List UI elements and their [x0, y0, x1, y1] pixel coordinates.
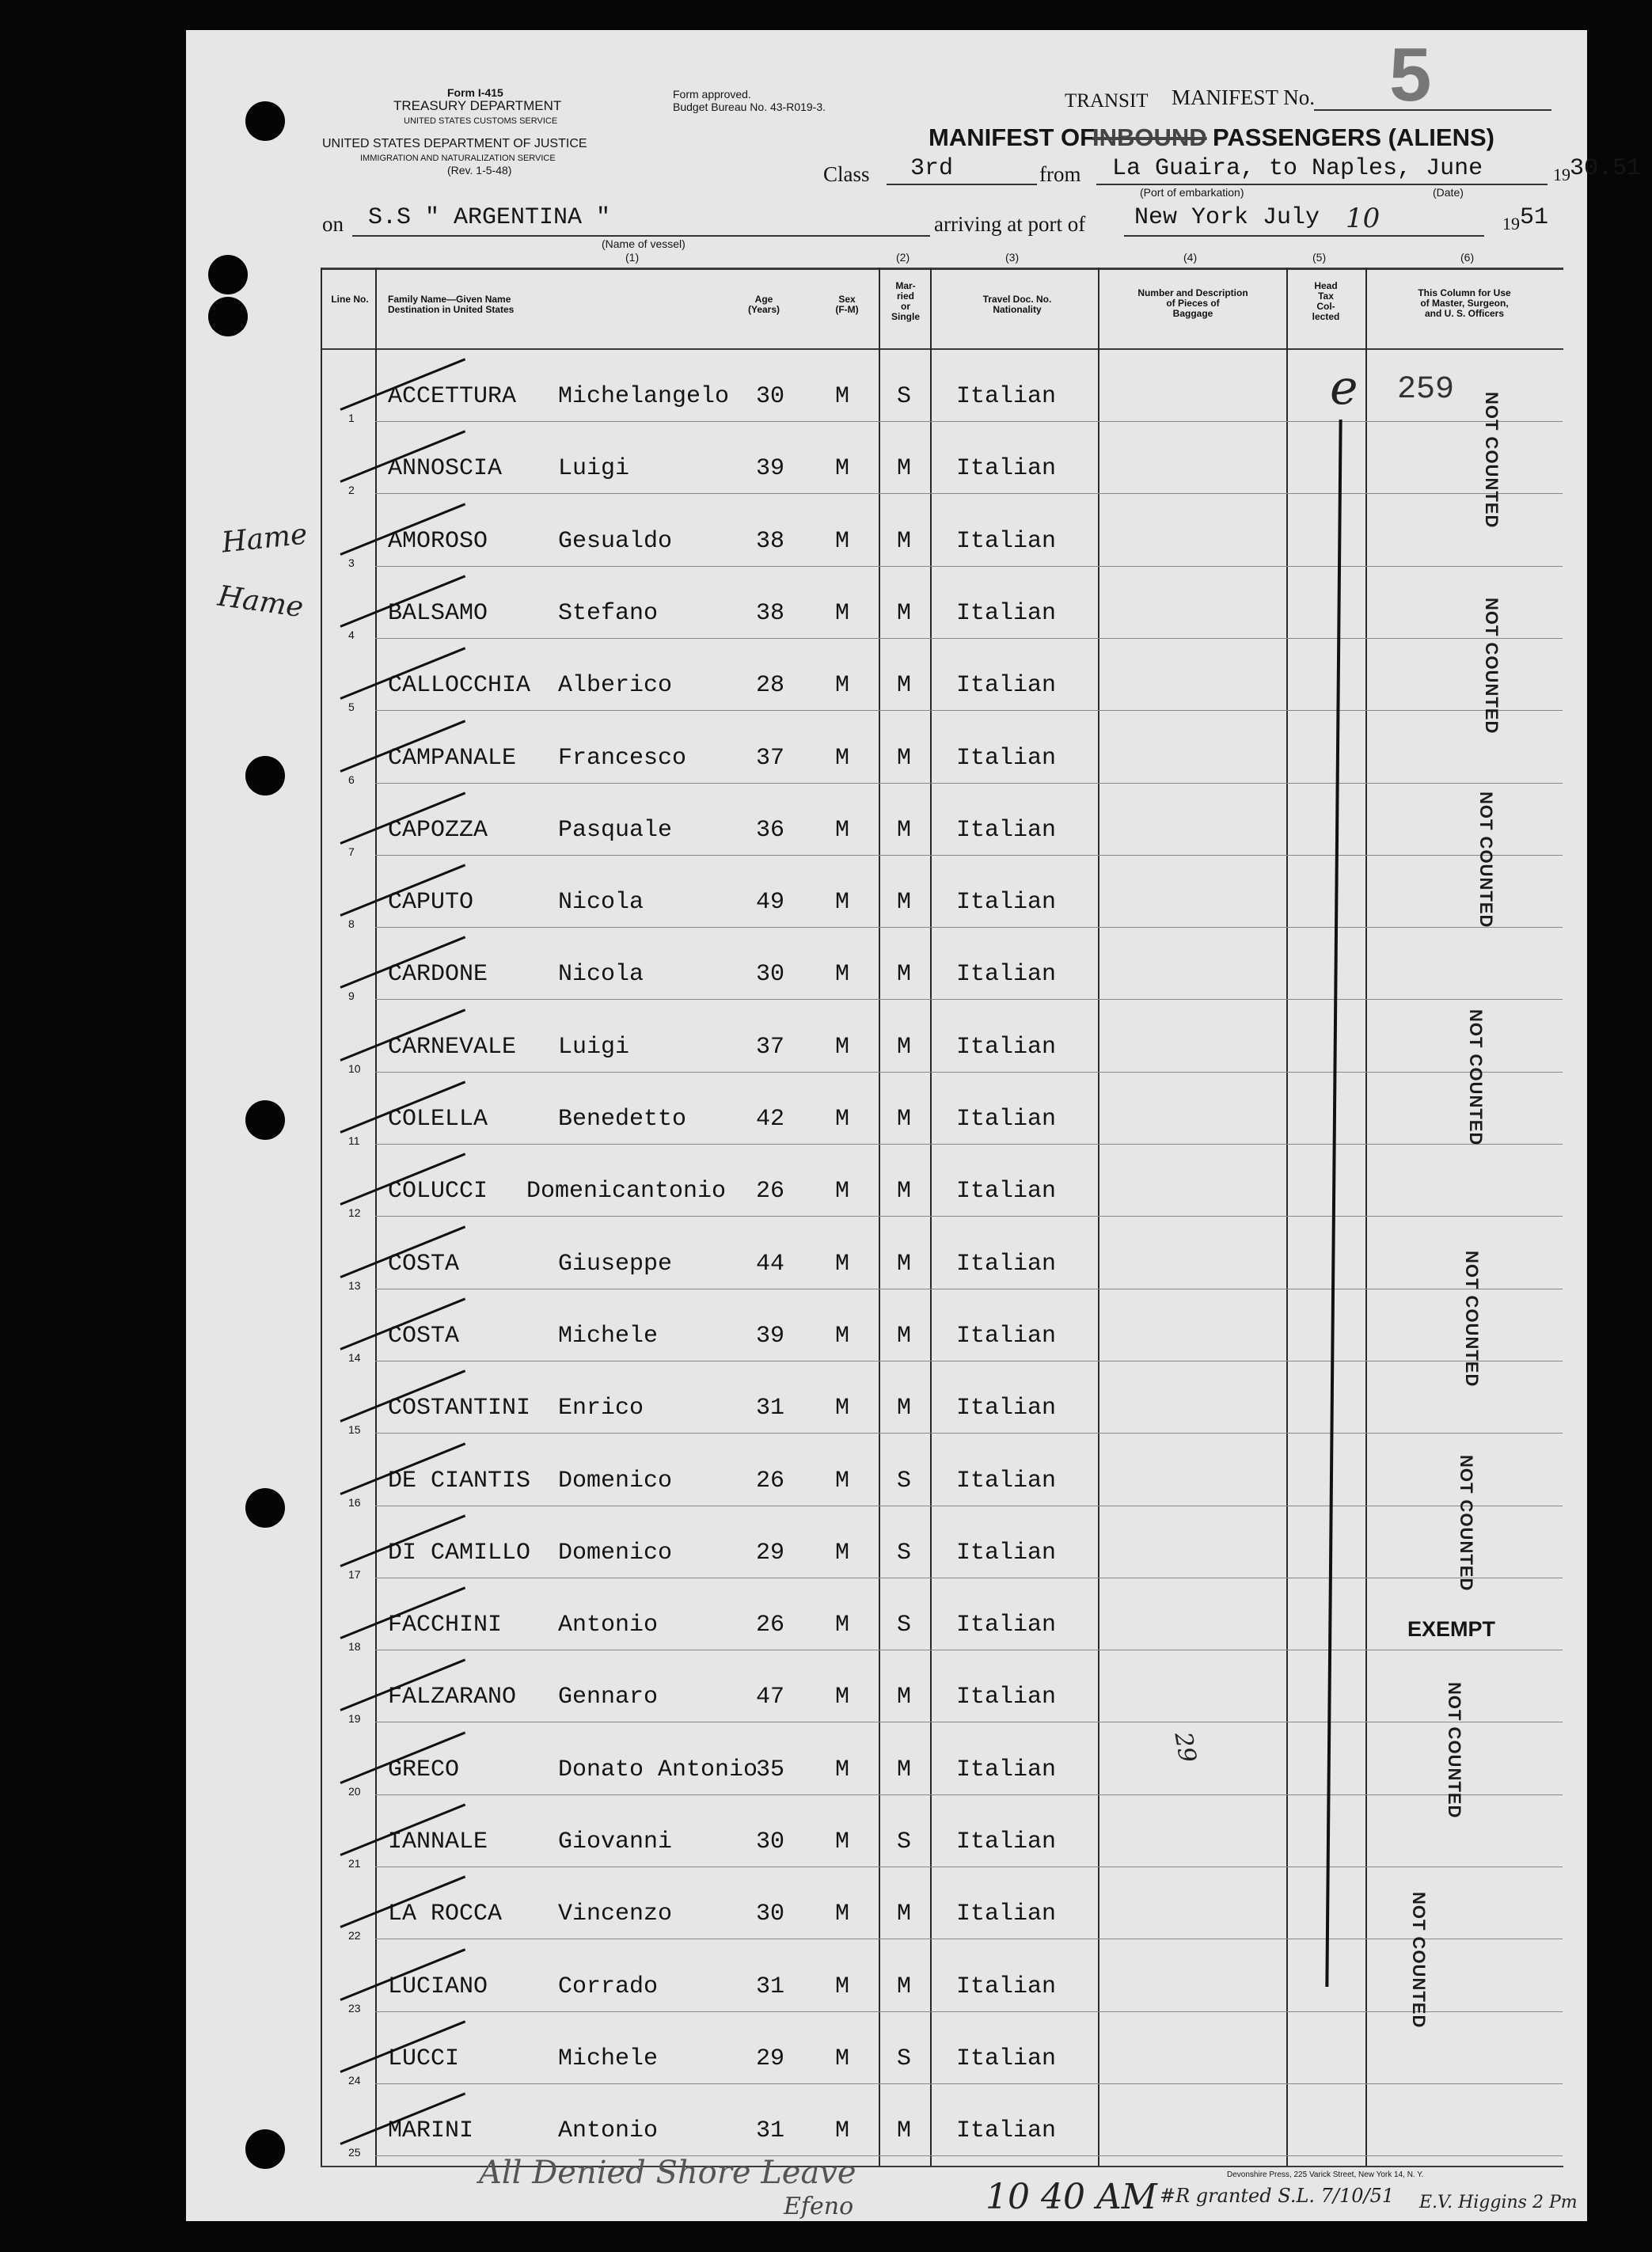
stamp-not-counted-6: NOT COUNTED: [1456, 1455, 1476, 1592]
row-divider: [375, 783, 1563, 784]
treasury-dept: TREASURY DEPARTMENT: [393, 98, 562, 113]
row-family-name: BALSAMO: [388, 600, 488, 627]
row-age: 31: [756, 1973, 785, 2000]
row-given-name: Donato Antonio: [558, 1756, 758, 1783]
row-line-number: 14: [348, 1351, 361, 1364]
head-tax-mark: e: [1330, 360, 1358, 416]
stamp-not-counted-1: NOT COUNTED: [1482, 392, 1502, 529]
row-sex: M: [835, 672, 850, 699]
row-line-number: 9: [348, 989, 355, 1002]
row-nationality: Italian: [956, 528, 1057, 555]
row-given-name: Antonio: [558, 1612, 659, 1639]
row-sex: M: [835, 1034, 850, 1061]
row-marital-status: M: [897, 817, 912, 844]
row-divider: [375, 855, 1563, 856]
vessel-value: S.S " ARGENTINA ": [368, 204, 611, 231]
colnum-travel: (3): [1005, 251, 1020, 264]
row-family-name: ACCETTURA: [388, 383, 517, 410]
row-age: 31: [756, 2117, 785, 2144]
row-line-number: 6: [348, 773, 355, 786]
printer-imprint: Devonshire Press, 225 Varick Street, New York 14, N. Y.: [1227, 2170, 1424, 2179]
row-marital-status: S: [897, 1612, 912, 1639]
margin-note-1: Hame: [220, 518, 310, 560]
row-family-name: CARDONE: [388, 961, 488, 988]
row-age: 29: [756, 2045, 785, 2072]
row-family-name: COSTA: [388, 1323, 460, 1350]
row-nationality: Italian: [956, 1756, 1057, 1783]
row-age: 26: [756, 1468, 785, 1494]
row-divider: [375, 2083, 1563, 2084]
row-family-name: COSTANTINI: [388, 1395, 531, 1422]
bottom-ref: #R granted S.L. 7/10/51: [1160, 2185, 1395, 2207]
row-sex: M: [835, 961, 850, 988]
row-given-name: Giuseppe: [558, 1251, 673, 1278]
bottom-initials: Efeno: [784, 2193, 854, 2220]
row-given-name: Domenicantonio: [526, 1178, 727, 1205]
year-prefix: 19: [1553, 165, 1570, 184]
row-nationality: Italian: [956, 1468, 1057, 1494]
margin-note-2: Hame: [215, 579, 306, 625]
year2-prefix: 19: [1502, 214, 1520, 234]
port-caption: (Port of embarkation): [1140, 186, 1244, 199]
customs-service: UNITED STATES CUSTOMS SERVICE: [404, 116, 558, 126]
colnum-officers: (6): [1460, 251, 1475, 264]
row-line-number: 17: [348, 1568, 361, 1581]
header-sex: Sex (F-M): [835, 294, 859, 315]
row-given-name: Stefano: [558, 600, 659, 627]
row-family-name: IANNALE: [388, 1829, 488, 1855]
row-nationality: Italian: [956, 1251, 1057, 1278]
row-line-number: 21: [348, 1857, 361, 1870]
row-nationality: Italian: [956, 672, 1057, 699]
table-top-border: [321, 268, 1563, 270]
class-value: 3rd: [910, 155, 954, 182]
header-line-no: Line No.: [331, 294, 369, 305]
row-divider: [375, 927, 1563, 928]
arriving-line: [1124, 235, 1484, 237]
manifest-no-line: [1314, 109, 1551, 111]
header-baggage: Number and Description of Pieces of Baggage: [1137, 287, 1248, 319]
row-line-number: 23: [348, 2002, 361, 2015]
row-sex: M: [835, 1468, 850, 1494]
row-given-name: Michelangelo: [558, 383, 730, 410]
year2-value: 51: [1520, 204, 1549, 231]
row-line-number: 18: [348, 1640, 361, 1653]
row-line-number: 20: [348, 1785, 361, 1798]
row-sex: M: [835, 1251, 850, 1278]
row-line-number: 11: [348, 1134, 360, 1147]
manifest-no-label: MANIFEST No.: [1172, 85, 1316, 109]
row-given-name: Luigi: [558, 455, 630, 482]
row-given-name: Michele: [558, 2045, 659, 2072]
class-line: [887, 184, 1037, 185]
row-nationality: Italian: [956, 1106, 1057, 1133]
row-given-name: Benedetto: [558, 1106, 687, 1133]
row-family-name: AMOROSO: [388, 528, 488, 555]
budget-bureau: Budget Bureau No. 43-R019-3.: [673, 101, 826, 113]
row-family-name: ANNOSCIA: [388, 455, 503, 482]
bottom-note: All Denied Shore Leave: [479, 2155, 856, 2191]
row-sex: M: [835, 1395, 850, 1422]
row-sex: M: [835, 600, 850, 627]
row-marital-status: S: [897, 1540, 912, 1567]
row-sex: M: [835, 1106, 850, 1133]
row-nationality: Italian: [956, 600, 1057, 627]
header-headtax: Head Tax Col- lected: [1312, 280, 1340, 322]
row-line-number: 5: [348, 701, 355, 713]
row-marital-status: M: [897, 1684, 912, 1711]
row-age: 28: [756, 672, 785, 699]
header-name: Family Name—Given Name Destination in United States: [388, 294, 515, 315]
row-given-name: Domenico: [558, 1540, 673, 1567]
row-age: 38: [756, 528, 785, 555]
row-age: 47: [756, 1684, 785, 1711]
row-nationality: Italian: [956, 817, 1057, 844]
row-nationality: Italian: [956, 383, 1057, 410]
row-nationality: Italian: [956, 1178, 1057, 1205]
row-marital-status: M: [897, 672, 912, 699]
row-marital-status: M: [897, 1973, 912, 2000]
row-line-number: 4: [348, 629, 355, 641]
date-value: 30.51: [1570, 155, 1642, 182]
row-marital-status: M: [897, 1106, 912, 1133]
row-line-number: 15: [348, 1423, 361, 1436]
row-given-name: Giovanni: [558, 1829, 673, 1855]
binder-hole-3: [208, 297, 248, 336]
row-nationality: Italian: [956, 1034, 1057, 1061]
row-nationality: Italian: [956, 455, 1057, 482]
row-family-name: FALZARANO: [388, 1684, 517, 1711]
bottom-time: 10 40 AM: [986, 2177, 1157, 2217]
row-line-number: 2: [348, 484, 355, 496]
row-marital-status: M: [897, 1178, 912, 1205]
row-sex: M: [835, 1684, 850, 1711]
row-family-name: DI CAMILLO: [388, 1540, 531, 1567]
row-sex: M: [835, 383, 850, 410]
row-given-name: Alberico: [558, 672, 673, 699]
row-line-number: 16: [348, 1496, 361, 1509]
row-age: 44: [756, 1251, 785, 1278]
header-married: Mar- ried or Single: [891, 280, 920, 322]
row-line-number: 10: [348, 1062, 361, 1075]
row-sex: M: [835, 1323, 850, 1350]
row-nationality: Italian: [956, 1612, 1057, 1639]
row-divider: [375, 566, 1563, 567]
row-family-name: CARNEVALE: [388, 1034, 517, 1061]
row-sex: M: [835, 889, 850, 916]
row-marital-status: S: [897, 1468, 912, 1494]
row-nationality: Italian: [956, 2117, 1057, 2144]
row-given-name: Pasquale: [558, 817, 673, 844]
binder-hole-1: [245, 101, 285, 141]
row-line-number: 13: [348, 1279, 361, 1292]
row-family-name: CAPUTO: [388, 889, 474, 916]
row-given-name: Francesco: [558, 745, 687, 772]
row-family-name: COLUCCI: [388, 1178, 488, 1205]
justice-dept: UNITED STATES DEPARTMENT OF JUSTICE: [322, 137, 587, 150]
row-marital-status: M: [897, 961, 912, 988]
row-nationality: Italian: [956, 1323, 1057, 1350]
row-divider: [375, 2011, 1563, 2012]
arriving-label: arriving at port of: [934, 212, 1086, 236]
row-marital-status: M: [897, 600, 912, 627]
row-age: 39: [756, 1323, 785, 1350]
vessel-caption: (Name of vessel): [602, 237, 685, 250]
row-family-name: DE CIANTIS: [388, 1468, 531, 1494]
header-age: Age (Years): [747, 294, 780, 315]
row-family-name: CAPOZZA: [388, 817, 488, 844]
header-officers: This Column for Use of Master, Surgeon, and U. S. Officers: [1418, 287, 1511, 319]
manifest-title-right: PASSENGERS (ALIENS): [1213, 123, 1494, 151]
table-header-bottom: [321, 348, 1563, 350]
row-marital-status: M: [897, 745, 912, 772]
row-family-name: COSTA: [388, 1251, 460, 1278]
row-age: 37: [756, 1034, 785, 1061]
row-marital-status: M: [897, 528, 912, 555]
row-marital-status: M: [897, 1901, 912, 1927]
row-nationality: Italian: [956, 745, 1057, 772]
row-age: 38: [756, 600, 785, 627]
stamp-exempt: EXEMPT: [1407, 1617, 1496, 1641]
row-marital-status: S: [897, 2045, 912, 2072]
divider-sex: [879, 268, 880, 2167]
row-family-name: GRECO: [388, 1756, 460, 1783]
arriving-day: 10: [1346, 203, 1380, 234]
row-age: 26: [756, 1612, 785, 1639]
row-sex: M: [835, 817, 850, 844]
colnum-headtax: (5): [1312, 251, 1327, 264]
row-age: 42: [756, 1106, 785, 1133]
row-sex: M: [835, 528, 850, 555]
stamp-not-counted-2: NOT COUNTED: [1482, 598, 1502, 735]
row-age: 35: [756, 1756, 785, 1783]
date-caption: (Date): [1433, 186, 1464, 199]
row-divider: [375, 1144, 1563, 1145]
row-given-name: Gesualdo: [558, 528, 673, 555]
row-line-number: 19: [348, 1712, 361, 1725]
row-given-name: Michele: [558, 1323, 659, 1350]
row-family-name: MARINI: [388, 2117, 474, 2144]
row-sex: M: [835, 1540, 850, 1567]
binder-hole-4: [245, 756, 285, 796]
row-age: 49: [756, 889, 785, 916]
colnum-baggage: (4): [1183, 251, 1198, 264]
row-nationality: Italian: [956, 1973, 1057, 2000]
row-divider: [375, 999, 1563, 1000]
row-nationality: Italian: [956, 1901, 1057, 1927]
row-marital-status: M: [897, 2117, 912, 2144]
on-label: on: [322, 212, 344, 236]
divider-headtax: [1365, 268, 1367, 2167]
form-revision: (Rev. 1-5-48): [447, 164, 512, 177]
row-nationality: Italian: [956, 1684, 1057, 1711]
row-given-name: Corrado: [558, 1973, 659, 2000]
row-family-name: CALLOCCHIA: [388, 672, 531, 699]
row-age: 30: [756, 1901, 785, 1927]
table-left-border: [321, 268, 322, 2167]
officer-number: 259: [1397, 372, 1455, 408]
row-age: 31: [756, 1395, 785, 1422]
binder-hole-5: [245, 1100, 285, 1140]
row-age: 37: [756, 745, 785, 772]
page-number: 5: [1389, 32, 1432, 117]
stamp-not-counted-3: NOT COUNTED: [1476, 792, 1496, 929]
row-divider: [375, 1794, 1563, 1795]
row-given-name: Domenico: [558, 1468, 673, 1494]
colnum-married: (2): [896, 251, 910, 264]
header-travel: Travel Doc. No. Nationality: [982, 294, 1052, 315]
row-given-name: Gennaro: [558, 1684, 659, 1711]
row-family-name: COLELLA: [388, 1106, 488, 1133]
row-line-number: 8: [348, 917, 355, 930]
row-line-number: 25: [348, 2146, 361, 2159]
row-sex: M: [835, 1756, 850, 1783]
row-nationality: Italian: [956, 1395, 1057, 1422]
row-line-number: 7: [348, 845, 355, 858]
row-sex: M: [835, 1901, 850, 1927]
class-label: Class: [823, 162, 870, 186]
row-sex: M: [835, 745, 850, 772]
transit-label: TRANSIT: [1065, 90, 1149, 112]
row-sex: M: [835, 2045, 850, 2072]
row-sex: M: [835, 2117, 850, 2144]
form-number: Form I-415: [447, 86, 503, 99]
row-marital-status: S: [897, 1829, 912, 1855]
row-divider: [375, 421, 1563, 422]
row-age: 30: [756, 383, 785, 410]
divider-baggage: [1286, 268, 1288, 2167]
stamp-not-counted-8: NOT COUNTED: [1409, 1892, 1429, 2029]
row-family-name: CAMPANALE: [388, 745, 517, 772]
row-nationality: Italian: [956, 1540, 1057, 1567]
row-age: 36: [756, 817, 785, 844]
divider-travel: [1098, 268, 1099, 2167]
row-given-name: Nicola: [558, 889, 644, 916]
row-line-number: 22: [348, 1929, 361, 1942]
row-marital-status: M: [897, 889, 912, 916]
row-line-number: 1: [348, 412, 355, 424]
row-divider: [375, 638, 1563, 639]
row-sex: M: [835, 1612, 850, 1639]
row-marital-status: M: [897, 1251, 912, 1278]
row-family-name: LUCCI: [388, 2045, 460, 2072]
row-age: 29: [756, 1540, 785, 1567]
row-nationality: Italian: [956, 1829, 1057, 1855]
form-approved: Form approved.: [673, 88, 751, 101]
ins-service: IMMIGRATION AND NATURALIZATION SERVICE: [360, 154, 556, 163]
from-label: from: [1039, 162, 1081, 186]
row-marital-status: M: [897, 1323, 912, 1350]
arriving-value: New York July: [1134, 204, 1320, 231]
row-age: 30: [756, 961, 785, 988]
row-line-number: 12: [348, 1206, 361, 1219]
row-given-name: Antonio: [558, 2117, 659, 2144]
row-divider: [375, 710, 1563, 711]
row-age: 39: [756, 455, 785, 482]
row-family-name: LA ROCCA: [388, 1901, 503, 1927]
row-age: 26: [756, 1178, 785, 1205]
row-divider: [375, 1072, 1563, 1073]
baggage-note: 29: [1168, 1730, 1202, 1765]
vessel-line: [352, 235, 930, 237]
row-sex: M: [835, 1973, 850, 2000]
row-given-name: Enrico: [558, 1395, 644, 1422]
row-nationality: Italian: [956, 2045, 1057, 2072]
from-line: [1096, 184, 1548, 185]
stamp-not-counted-4: NOT COUNTED: [1466, 1009, 1486, 1146]
row-nationality: Italian: [956, 961, 1057, 988]
manifest-title-struck: INBOUND: [1092, 123, 1207, 151]
row-line-number: 3: [348, 556, 355, 569]
row-marital-status: S: [897, 383, 912, 410]
binder-hole-6: [245, 1488, 285, 1528]
row-nationality: Italian: [956, 889, 1057, 916]
row-sex: M: [835, 455, 850, 482]
row-sex: M: [835, 1829, 850, 1855]
row-line-number: 24: [348, 2074, 361, 2087]
row-sex: M: [835, 1178, 850, 1205]
divider-line-no: [375, 268, 377, 2167]
row-given-name: Luigi: [558, 1034, 630, 1061]
row-marital-status: M: [897, 455, 912, 482]
bottom-sign: E.V. Higgins 2 Pm: [1419, 2193, 1578, 2212]
row-divider: [375, 493, 1563, 494]
manifest-title-left: MANIFEST OF: [929, 123, 1096, 151]
row-given-name: Nicola: [558, 961, 644, 988]
row-divider: [375, 1216, 1563, 1217]
row-family-name: LUCIANO: [388, 1973, 488, 2000]
row-age: 30: [756, 1829, 785, 1855]
row-given-name: Vincenzo: [558, 1901, 673, 1927]
row-family-name: FACCHINI: [388, 1612, 503, 1639]
binder-hole-2: [208, 255, 248, 294]
binder-hole-7: [245, 2129, 285, 2169]
row-marital-status: M: [897, 1756, 912, 1783]
row-divider: [375, 1433, 1563, 1434]
row-marital-status: M: [897, 1395, 912, 1422]
stamp-not-counted-7: NOT COUNTED: [1445, 1682, 1464, 1819]
vessel-col: (1): [625, 251, 640, 264]
stamp-not-counted-5: NOT COUNTED: [1462, 1251, 1482, 1388]
from-value: La Guaira, to Naples, June: [1112, 155, 1483, 182]
divider-married: [930, 268, 932, 2167]
row-marital-status: M: [897, 1034, 912, 1061]
